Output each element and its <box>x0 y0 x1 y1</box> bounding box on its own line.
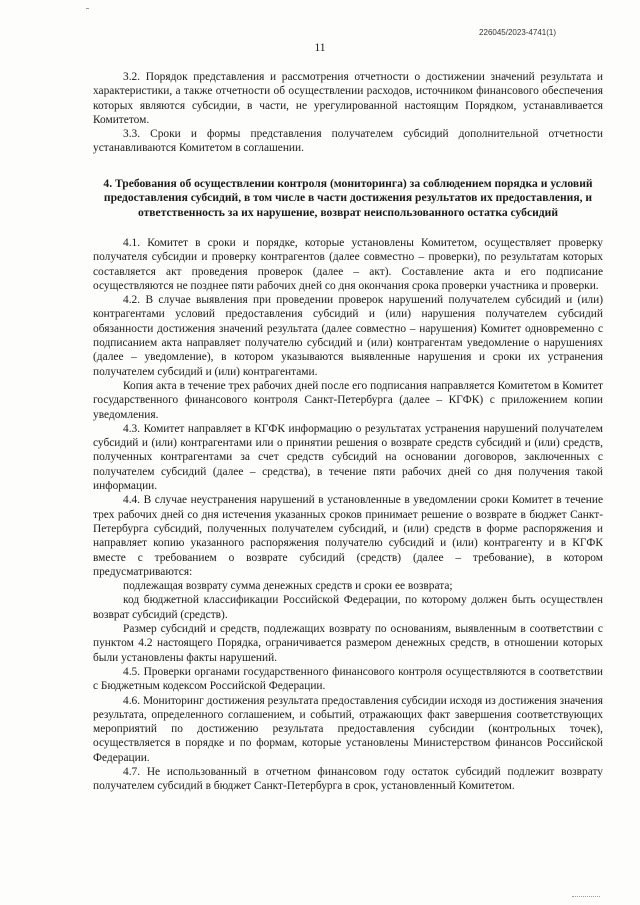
paragraph-return-amount: подлежащая возврату сумма денежных средств и сроки ее возврата; <box>123 580 453 593</box>
document-body <box>93 70 603 794</box>
paragraph-4-4: 4.4. В случае неустранения нарушений в установленные в уведомлении сроки Комитет в течение трех рабочих дней со дня истечения указанных сроков принимает решение о возврате в бюджет Санкт-Петербурга субсидий, полученных получателем субсидий, и (или) средств в форме распоряжения и направляет копию указанного распоряжения получателю субсидий и (или) контрагенту и в КГФК вместе с требованием о возврате субсидий (средств) (далее – требование), в котором предусматриваются: <box>93 494 603 578</box>
paragraph-4-3: 4.3. Комитет направляет в КГФК информацию о результатах устранения нарушений получателем субсидий и (или) контрагентами или о принятии решения о возврате средств субсидий и (или) средств, полученных контрагентами за счет средств субсидий на основании договоров, заключенных с получателем субсидий (далее – средства), в течение пяти рабочих дней со дня получения такой информации. <box>93 422 603 493</box>
paragraph-4-5: 4.5. Проверки органами государственного финансового контроля осуществляются в соответствии с Бюджетным кодексом Российской Федерации. <box>93 665 603 693</box>
paragraph-4-7: 4.7. Не использованный в отчетном финансовом году остаток субсидий подлежит возврату получателем субсидий в бюджет Санкт-Петербурга в срок, установленный Комитетом. <box>93 765 603 793</box>
paragraph-3-2: 3.2. Порядок представления и рассмотрения отчетности о достижении значений результата и характеристики, а также отчетности об осуществлении расходов, источником финансового обеспечения которых являются субсидии, в части, не урегулированной настоящим Порядком, устанавливается Комитетом. <box>93 71 603 126</box>
paragraph-budget-code: код бюджетной классификации Российской Федерации, по которому должен быть осуществлен возврат субсидий (средств). <box>93 594 603 621</box>
scan-artifact <box>572 896 600 899</box>
paragraph-4-6: 4.6. Мониторинг достижения результата предоставления субсидии исходя из достижения значения результата, определенного соглашением, и событий, отражающих факт завершения соответствующих мероприятий по достижению результата предоставления субсидии (контрольных точек), осуществляется в порядке и по формам, которые установлены Министерством финансов Российской Федерации. <box>93 694 603 764</box>
scan-artifact <box>86 8 89 9</box>
page-number: 11 <box>314 42 326 54</box>
paragraph-4-2: 4.2. В случае выявления при проведении проверок нарушений получателем субсидий и (или) контрагентами условий предоставления субсидий и (или) нарушения получателем субсидий обязанности достижения значений результата (далее совместно – нарушения) Комитет одновременно с подписанием акта направляет получателю субсидий и (или) контрагентам уведомление о нарушениях (далее – уведомление), в котором указываются выявленные нарушения и сроки их устранения получателем субсидий и (или) контрагентами. <box>93 294 603 378</box>
paragraph-3-3: 3.3. Сроки и формы представления получателем субсидий дополнительной отчетности устанавливаются Комитетом в соглашении. <box>93 128 603 155</box>
paragraph-4-1: 4.1. Комитет в сроки и порядке, которые установлены Комитетом, осуществляет проверку получателя субсидии и проверку контрагентов (далее совместно – проверки), по результатам которых составляется акт проведения проверок (далее – акт). Составление акта и его подписание осуществляются не позднее пяти рабочих дней со дня окончания срока проверки участника и проверки. <box>93 237 603 292</box>
paragraph-act-copy: Копия акта в течение трех рабочих дней после его подписания направляется Комитетом в Комитет государственного финансового контроля Санкт-Петербурга (далее – КГФК) с приложением копии уведомления. <box>93 379 603 421</box>
paragraph-return-size: Размер субсидий и средств, подлежащих возврату по основаниям, выявленным в соответствии с пунктом 4.2 настоящего Порядка, ограничивается размером денежных средств, в отношении которых были установлены факты нарушений. <box>93 623 603 664</box>
section-heading: 4. Требования об осуществлении контроля (мониторинга) за соблюдением порядка и условий предоставления субсидий, в том числе в части достижения результатов их предоставления, и ответственность за их нарушение, возврат неиспользованного остатка субсидий <box>103 176 593 219</box>
registration-stamp: 226045/2023-4741(1) <box>479 28 556 37</box>
